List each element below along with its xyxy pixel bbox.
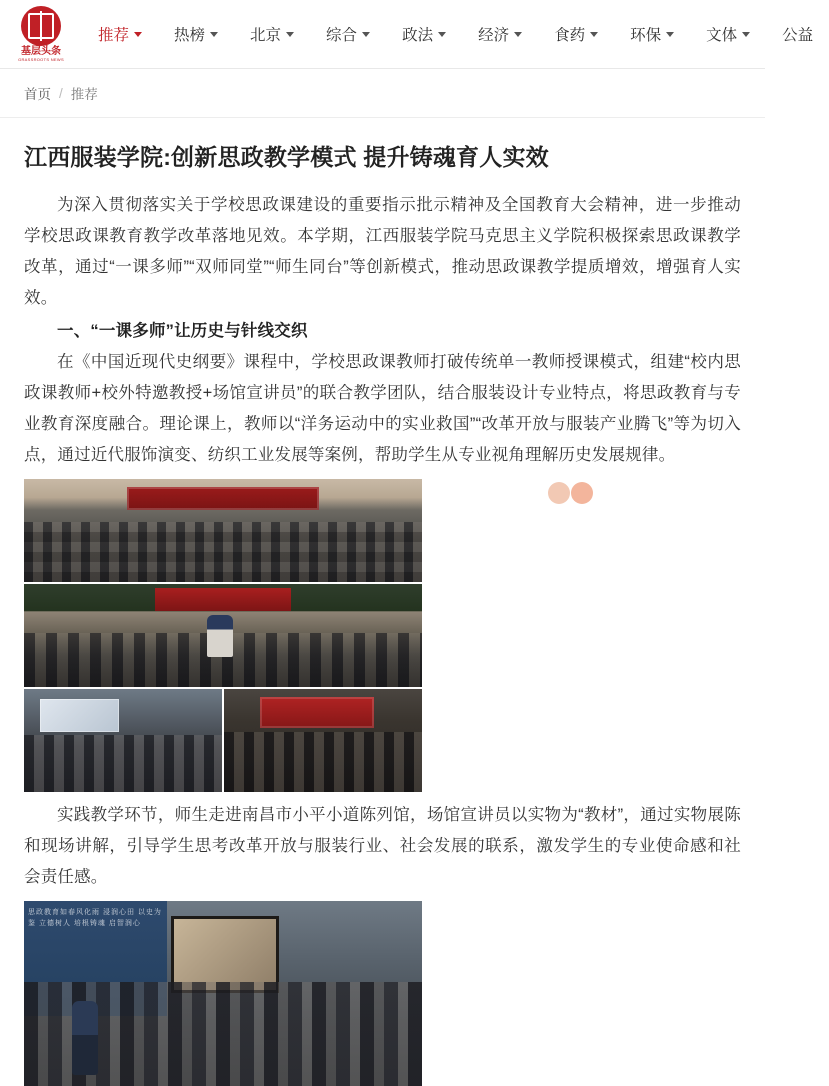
page-title: 江西服装学院:创新思政教学模式 提升铸魂育人实效 (24, 144, 549, 170)
nav-item-general[interactable] (310, 0, 386, 68)
nav-item-charity[interactable] (766, 0, 829, 68)
chevron-down-icon (210, 32, 218, 37)
site-header (0, 0, 814, 69)
breadcrumb-separator: / (59, 85, 63, 101)
photo-figure-guide (72, 1001, 98, 1075)
photo-classroom-projector (24, 689, 222, 792)
article-figure-1 (24, 479, 741, 794)
breadcrumb-current: 推荐 (70, 87, 98, 102)
photo-classroom-banner (224, 689, 422, 792)
article-paragraph-section2: 实践教学环节，师生走进南昌市小平小道陈列馆，场馆宣讲员以实物为“教材”，通过实物展陈和现场讲解，引导学生思考改革开放与服装行业、社会发展的联系，激发学生的专业使命感和社会责任感。 (24, 806, 741, 886)
avatar-circle-1-icon (548, 482, 570, 504)
article-paragraph-intro: 为深入贯彻落实关于学校思政课建设的重要指示批示精神及全国教育大会精神，进一步推动学校思政课教育教学改革落地见效。本学期，江西服装学院马克思主义学院积极探索思政课教学改革，通过“一课多师”“双师同堂”“师生同台”等创新模式，推动思政课教学提质增效，增强育人实效。 (24, 196, 741, 307)
breadcrumb-home-link[interactable]: 首页 (24, 87, 51, 102)
nav-item-environment[interactable] (614, 0, 690, 68)
article-container (0, 118, 765, 1086)
nav-item-food-drug[interactable] (538, 0, 614, 68)
collage-row (24, 689, 422, 792)
nav-item-politics-law[interactable] (386, 0, 462, 68)
nav-item-recommend[interactable] (82, 0, 158, 68)
photo-exhibit-wall-text: 思政教育如春风化雨 浸润心田 以史为鉴 立德树人 培根铸魂 启智润心 (28, 909, 162, 927)
chevron-down-icon (742, 32, 750, 37)
nav-item-label: 政法 (402, 27, 434, 44)
article-paragraph-section1: 在《中国近现代史纲要》课程中，学校思政课教师打破传统单一教师授课模式，组建“校内思政课教师+校外特邀教授+场馆宣讲员”的联合教学团队，结合服装设计专业特点，将思政教育与专业教育深度融合。理论课上，教师以“洋务运动中的实业救国”“改革开放与服装产业腾飞”等为切入点，通过近代服饰演变、纺织工业发展等案例，帮助学生从专业视角理解历史发展规律。 (24, 353, 741, 464)
nav-item-label: 推荐 (98, 27, 130, 44)
chevron-down-icon (590, 32, 598, 37)
site-logo[interactable] (12, 5, 70, 63)
photo-teacher-lecturing (24, 584, 422, 687)
nav-item-hotlist[interactable] (158, 0, 234, 68)
article-section-heading-1: 一、“一课多师”让历史与针线交织 (57, 322, 308, 340)
main-nav (82, 0, 829, 68)
nav-item-economy[interactable] (462, 0, 538, 68)
photo-collage-classroom (24, 479, 422, 794)
breadcrumb (24, 83, 98, 103)
avatar-circle-2-icon (571, 482, 593, 504)
chevron-down-icon (362, 32, 370, 37)
nav-item-label: 文体 (706, 27, 738, 44)
chevron-down-icon (666, 32, 674, 37)
collage-row (24, 584, 422, 687)
nav-item-label: 公益 (782, 27, 814, 44)
nav-item-culture-sports[interactable] (690, 0, 766, 68)
nav-item-label: 综合 (326, 27, 358, 44)
logo-text-en: GRASSROOTS NEWS (18, 57, 64, 62)
chevron-down-icon (514, 32, 522, 37)
nav-item-beijing[interactable] (234, 0, 310, 68)
logo-text-cn: 基层头条 (21, 46, 61, 57)
collage-row (24, 479, 422, 582)
floating-avatar-badge[interactable] (548, 482, 593, 504)
logo-mark-icon (21, 6, 61, 46)
nav-item-label: 热榜 (174, 27, 206, 44)
photo-lecture-hall (24, 479, 422, 582)
chevron-down-icon (438, 32, 446, 37)
nav-item-label: 食药 (554, 27, 586, 44)
breadcrumb-bar (0, 69, 765, 118)
article-figure-2 (24, 901, 741, 1086)
nav-item-label: 环保 (630, 27, 662, 44)
nav-item-label: 经济 (478, 27, 510, 44)
chevron-down-icon (286, 32, 294, 37)
chevron-down-icon (134, 32, 142, 37)
photo-figure-person (207, 615, 233, 657)
photo-museum-visit (24, 901, 422, 1086)
nav-item-label: 北京 (250, 27, 282, 44)
